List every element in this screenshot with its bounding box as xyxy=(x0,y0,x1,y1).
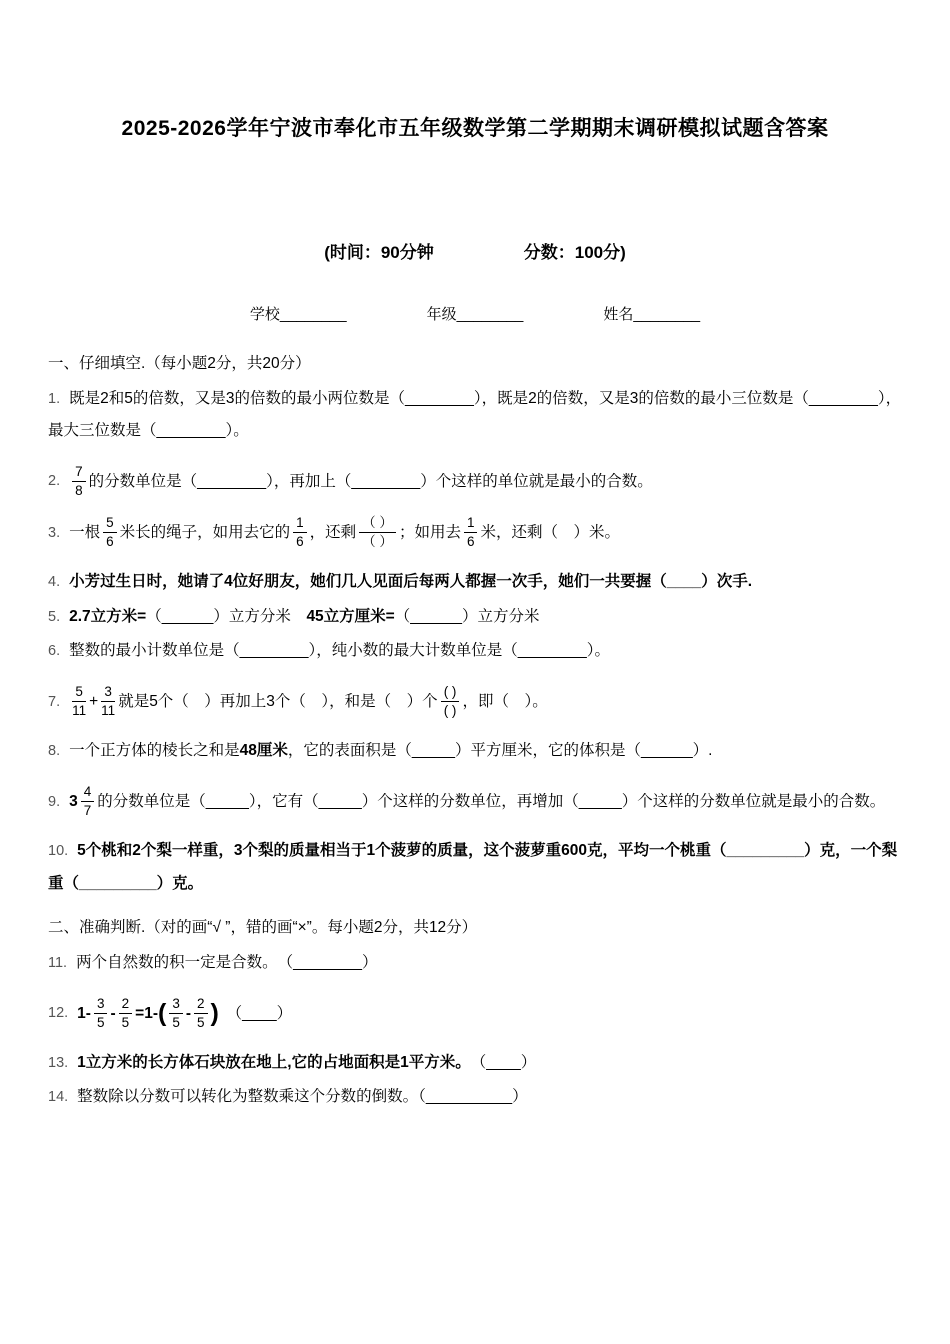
fraction-numerator: （ ） xyxy=(359,515,396,533)
question-item xyxy=(48,566,902,599)
question-text: - xyxy=(185,1004,192,1022)
question-text: - xyxy=(110,1004,116,1022)
fraction-numerator: 2 xyxy=(194,996,208,1014)
question-text: （____） xyxy=(218,1004,293,1022)
question-sections xyxy=(48,348,902,1114)
question-number: 3. xyxy=(48,524,61,541)
question-number: 1. xyxy=(48,390,61,407)
fraction-denominator: ( ) xyxy=(443,703,457,719)
fraction-numerator: 3 xyxy=(101,684,115,702)
fraction-numerator: 1 xyxy=(464,515,478,533)
fraction-denominator: 6 xyxy=(466,534,475,550)
fraction-numerator: 7 xyxy=(72,464,86,482)
big-paren: ) xyxy=(210,998,219,1027)
question-text: 一个正方体的棱长之和是 xyxy=(69,742,240,760)
question-number: 9. xyxy=(48,793,61,810)
fraction xyxy=(94,996,108,1031)
question-text: + xyxy=(89,692,99,710)
question-text: 整数的最小计数单位是（________），纯小数的最大计数单位是（________）。 xyxy=(69,642,611,660)
question-text: 米，还剩（ ）米。 xyxy=(480,523,620,541)
fraction xyxy=(441,684,460,719)
student-fields xyxy=(48,303,902,324)
question-text: 1- xyxy=(77,1004,91,1022)
question-text: 45立方厘米= xyxy=(306,607,395,625)
question-number: 12. xyxy=(48,1005,69,1022)
question-number: 14. xyxy=(48,1089,69,1106)
question-text: 2.7立方米= xyxy=(69,607,147,625)
question-item xyxy=(48,601,902,634)
question-item xyxy=(48,515,902,550)
fraction-denominator: （ ） xyxy=(362,534,393,550)
grade-field: 年级________ xyxy=(426,306,524,323)
school-field: 学校________ xyxy=(249,306,347,323)
question-text: 的分数单位是（_____），它有（_____）个这样的分数单位，再增加（_____）个这样的分数单位就是最小的合数。 xyxy=(97,792,886,810)
question-text: （______）立方分米 xyxy=(394,607,540,625)
page-title: 2025-2026学年宁波市奉化市五年级数学第二学期期末调研模拟试题含答案 xyxy=(121,117,829,140)
exam-meta xyxy=(48,238,902,263)
question-text: 整数除以分数可以转化为整数乘这个分数的倒数。（__________） xyxy=(77,1088,528,1106)
fraction-numerator: 5 xyxy=(103,515,117,533)
question-item xyxy=(48,835,902,900)
question-text: 1立方米的长方体石块放在地上,它的占地面积是1平方米。 xyxy=(77,1053,463,1071)
fraction xyxy=(103,515,117,550)
fraction-denominator: 5 xyxy=(96,1014,105,1030)
question-number: 6. xyxy=(48,643,61,660)
fraction xyxy=(119,996,133,1031)
question-text: 就是5个（ ）再加上3个（ ），和是（ ）个 xyxy=(118,692,438,710)
fraction xyxy=(194,996,208,1031)
fraction xyxy=(72,684,86,719)
question-text: ；如用去 xyxy=(398,523,461,541)
question-item xyxy=(48,1047,902,1080)
fraction-numerator: 1 xyxy=(293,515,307,533)
question-text: 小芳过生日时，她请了4位好朋友，她们几人见面后每两人都握一次手，她们一共要握（____）次手. xyxy=(69,573,753,591)
question-number: 11. xyxy=(48,954,68,971)
question-item xyxy=(48,735,902,768)
fraction-numerator: 4 xyxy=(81,784,95,802)
question-text: ，即（ ）。 xyxy=(462,692,548,710)
question-text: 的分数单位是（________），再加上（________）个这样的单位就是最小的合数。 xyxy=(88,472,653,490)
fraction-denominator: 6 xyxy=(106,534,114,550)
section-heading: 二、准确判断.（对的画“√ ”，错的画“×”。每小题2分，共12分） xyxy=(48,919,478,937)
big-paren: ( xyxy=(158,998,167,1027)
fraction-numerator: 3 xyxy=(169,996,183,1014)
fraction-numerator: 5 xyxy=(72,684,86,702)
question-item xyxy=(48,784,902,819)
section-heading: 一、仔细填空.（每小题2分，共20分） xyxy=(48,355,311,372)
question-text: （______）立方分米 xyxy=(146,607,307,625)
score-label: 分数：100分) xyxy=(523,243,626,262)
fraction-denominator: 11 xyxy=(72,703,87,719)
fraction-denominator: 7 xyxy=(83,803,92,819)
fraction-denominator: 8 xyxy=(75,482,83,498)
fraction-denominator: 5 xyxy=(197,1014,205,1030)
fraction-numerator: ( ) xyxy=(441,684,460,702)
fraction-denominator: 6 xyxy=(296,534,304,550)
question-text: （____） xyxy=(462,1053,537,1071)
question-item xyxy=(48,684,902,719)
question-text: 米长的绳子，如用去它的 xyxy=(119,523,291,541)
fraction-denominator: 5 xyxy=(172,1014,180,1030)
question-text: 一根 xyxy=(69,523,101,541)
fraction-denominator: 11 xyxy=(101,703,116,719)
question-number: 4. xyxy=(48,574,61,591)
question-number: 5. xyxy=(48,608,61,625)
question-item xyxy=(48,464,902,499)
question-text: 两个自然数的积一定是合数。 （________） xyxy=(76,953,378,971)
question-text: ，它的表面积是（_____）平方厘米，它的体积是（______）. xyxy=(287,742,713,760)
question-text: 48厘米 xyxy=(239,742,288,760)
question-text: =1- xyxy=(135,1004,159,1022)
question-item xyxy=(48,1081,902,1114)
question-text: 3 xyxy=(69,792,78,810)
fraction xyxy=(72,464,86,499)
fraction-numerator: 2 xyxy=(119,996,133,1014)
name-field: 姓名________ xyxy=(603,306,701,323)
fraction-denominator: 5 xyxy=(121,1014,130,1030)
fraction xyxy=(359,515,396,550)
fraction-numerator: 3 xyxy=(94,996,108,1014)
question-item xyxy=(48,635,902,668)
question-item xyxy=(48,947,902,980)
fraction xyxy=(293,515,307,550)
question-text: 5个桃和2个梨一样重，3个梨的质量相当于1个菠萝的质量，这个菠萝重600克，平均一个桃重（_________）克，一个梨重（_________）克。 xyxy=(48,842,898,892)
question-item xyxy=(48,383,902,448)
question-number: 7. xyxy=(48,693,61,710)
question-item xyxy=(48,996,902,1031)
question-text: 既是2和5的倍数，又是3的倍数的最小两位数是（________），既是2的倍数，又是3的倍数的最小三位数是（________），最大三位数是（________）。 xyxy=(48,389,902,440)
question-number: 8. xyxy=(48,743,61,760)
question-text: ，还剩 xyxy=(309,523,357,541)
fraction xyxy=(101,684,115,719)
time-label: (时间：90分钟 xyxy=(324,243,434,262)
question-number: 13. xyxy=(48,1054,69,1071)
fraction xyxy=(464,515,478,550)
question-number: 2. xyxy=(48,473,61,490)
question-number: 10. xyxy=(48,843,69,860)
fraction xyxy=(81,784,95,819)
fraction xyxy=(169,996,183,1031)
